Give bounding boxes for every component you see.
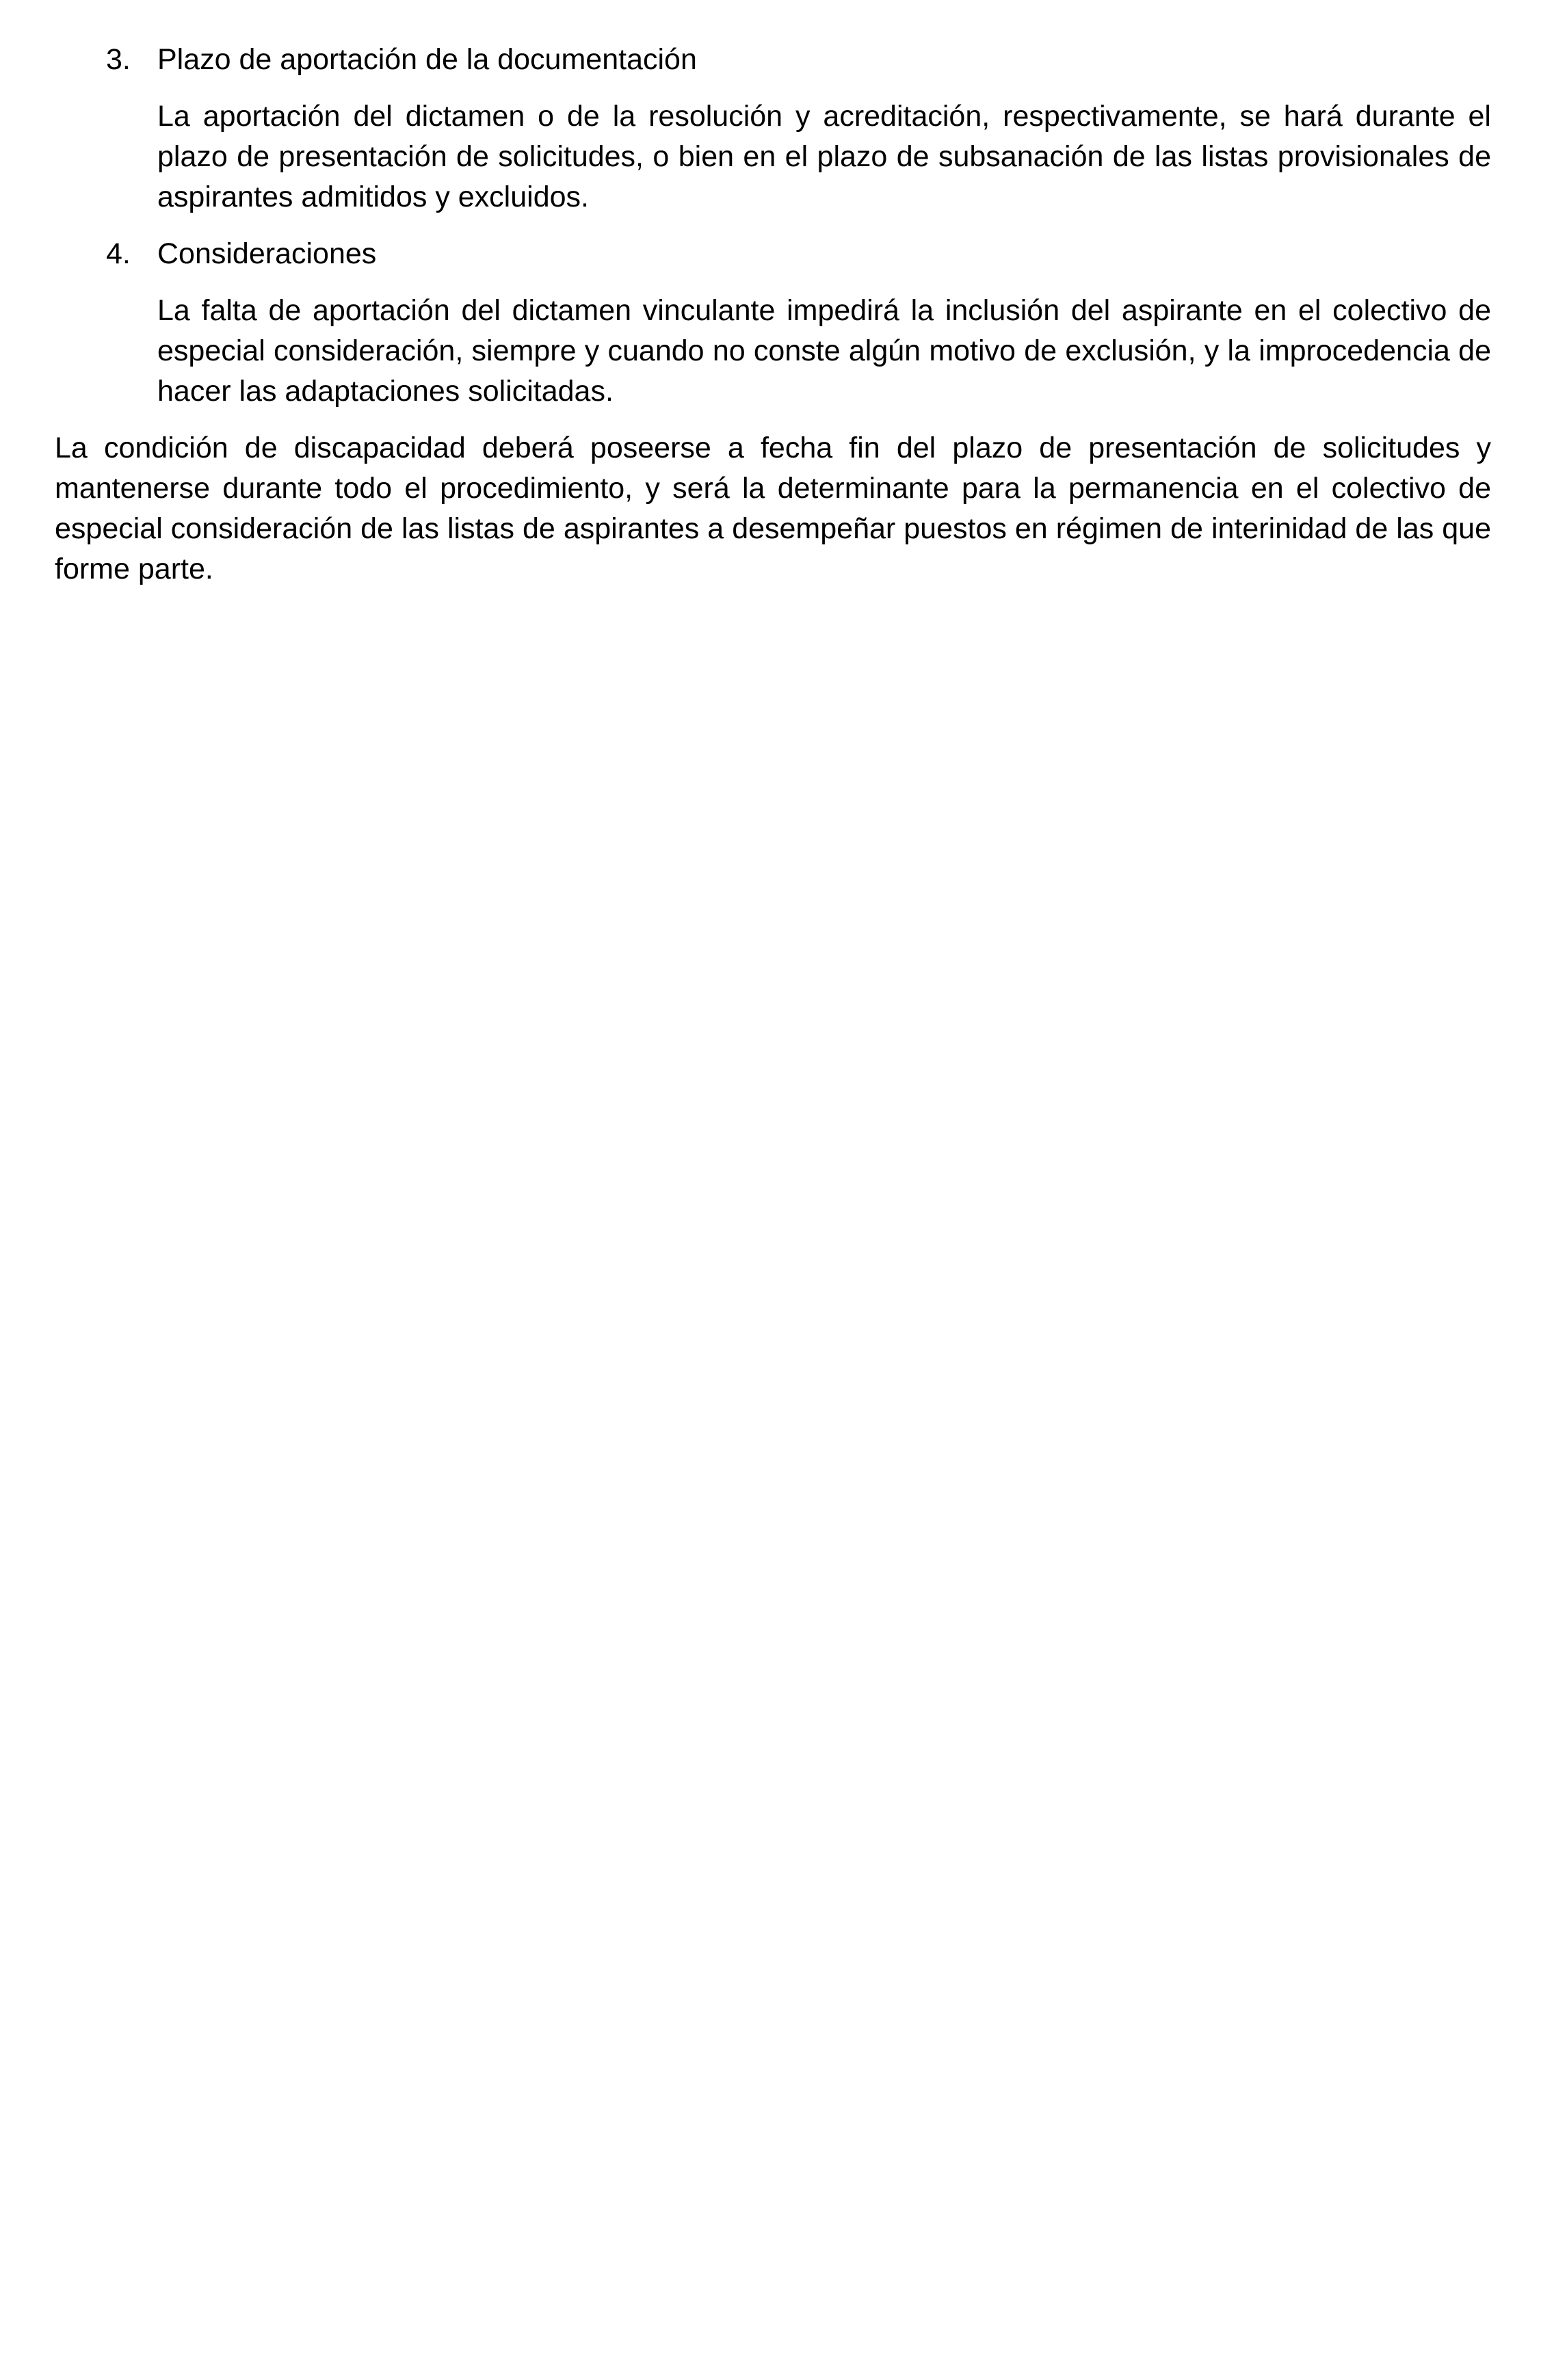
- section-title: Consideraciones: [157, 237, 377, 270]
- section-number: 4.: [106, 237, 131, 270]
- section-body: La aportación del dictamen o de la resolución y acreditación, respectivamente, se hará durante el plazo de presentación de solicitudes, o bien en el plazo de subsanación de las listas provisionales de aspirantes admitidos y excluidos.: [157, 100, 1491, 213]
- section-title: Plazo de aportación de la documentación: [157, 43, 697, 76]
- section-header: [55, 40, 1491, 80]
- document-content: [55, 40, 1491, 590]
- section-item: [55, 40, 1491, 217]
- closing-paragraph: La condición de discapacidad deberá poseerse a fecha fin del plazo de presentación de solicitudes y mantenerse durante todo el procedimiento, y será la determinante para la permanencia en el colectivo de especial consideración de las listas de aspirantes a desempeñar puestos en régimen de interinidad de las que forme parte.: [55, 432, 1491, 585]
- section-header: [55, 234, 1491, 274]
- section-item: [55, 234, 1491, 412]
- section-body: La falta de aportación del dictamen vinculante impedirá la inclusión del aspirante en el colectivo de especial consideración, siempre y cuando no conste algún motivo de exclusión, y la improcedencia de hacer las adaptaciones solicitadas.: [157, 294, 1491, 408]
- section-number: 3.: [106, 43, 131, 76]
